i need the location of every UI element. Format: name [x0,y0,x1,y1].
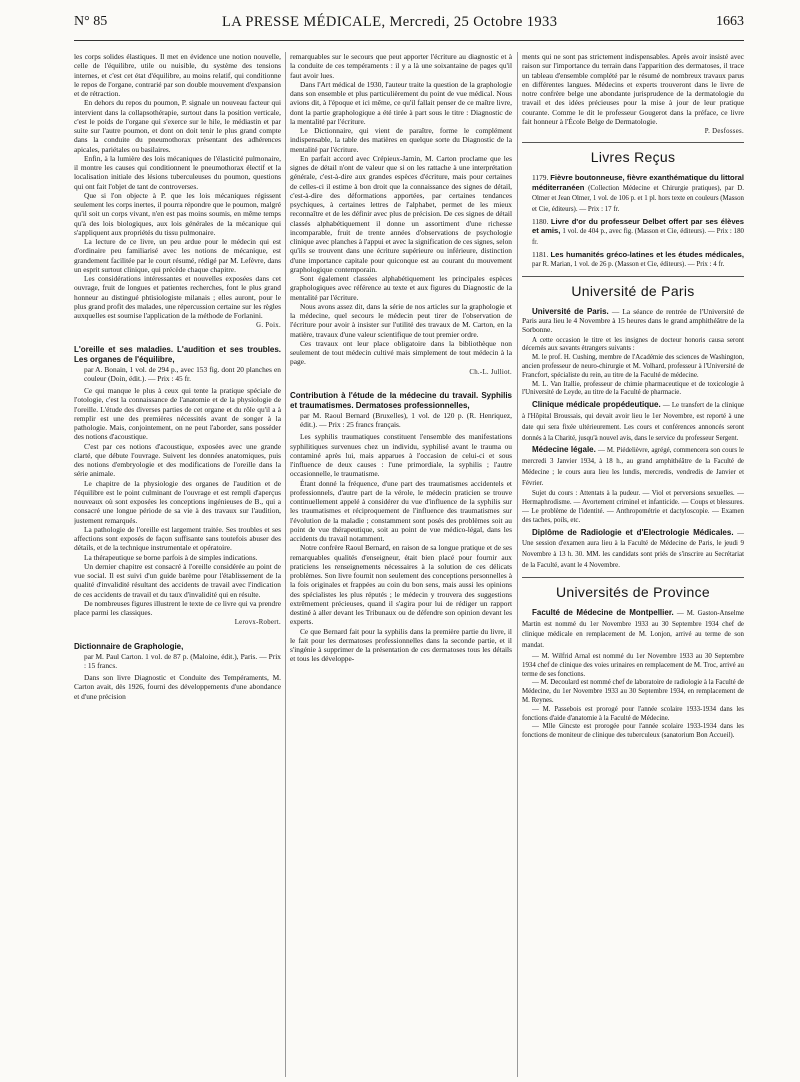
issue-number: N° 85 [74,14,108,29]
paragraph: En dehors du repos du poumon, P. signale un nouveau facteur qui intervient dans la collapsothérapie, surtout dans la position verticale, c'est le poids de l'organe qui s'exerce sur le hile, le médiastin et par suite sur l'autre poumon, et dont on doit tenir le plus grand compte dans la conduite du pneumothorax présentant des adhérences apicales, pariétales ou basilaires. [74,98,281,154]
received-book [522,217,744,248]
column-middle [290,52,512,1077]
book-meta: par M. Paul Carton. 1 vol. de 87 p. (Maloine, édit.), Paris. — Prix : 15 francs. [84,651,281,670]
paragraph: Les syphilis traumatiques constituent l'ensemble des manifestations syphilitiques survenues chez un individu, syphilisé avant le trauma ou contaminé après lui, mais apparues à l'occasion de celui-ci et sous l'influence de deux causes : l'une primordiale, la syphilis ; l'autre occasionnelle, le traumatisme. [290,432,512,479]
page-number: 1663 [716,14,744,29]
column-right [522,52,744,1077]
news-text: — Le transfert de la clinique à l'Hôpital Broussais, qui devait avoir lieu le 1er Novembre, est reporté à une date qui sera fixée ultérieurement. Les cours et conférences annoncés seront donnés à la Charité, jusqu'à nouvel avis, dans le service du professeur Sergent. [522,402,744,442]
paragraph: En parfait accord avec Crépieux-Jamin, M. Carton proclame que les signes de détail n'ont de valeur que si on les rattache à une interprétation générale, c'est-à-dire aux grandes espèces d'écriture, mais pour certaines de celles-ci il estime à bon droit que la connaissance des signes de détail, c'est-à-dire des déformations apportées, par certaines tendances psychiques, à certaines lettres de l'alphabet, permet de les mieux reconnaître et de les définir avec plus de précision. De ces signes de détail classés alphabétiquement il donne un assortiment d'une richesse incomparable, fruit de trente années d'observations de psychologie clinique avec planches à l'appui et avec la signification de ces signes, selon qu'ils se trouvent dans une écriture supérieure ou inférieure, distinction d'une importance capitale pour quiconque est au courant du mouvement graphologique contemporain. [290,153,512,274]
column-left [74,52,281,1077]
review-signature: P. Desfosses. [704,128,744,135]
news-item [522,307,744,335]
received-book-meta: (Collection Médecine et Chirurgie pratiques), par D. Olmer et Jean Olmer, 1 vol. de 106 p. et 1 pl. hors texte en couleurs (Masson et Cie, éditeurs). — Prix : 17 fr. [532,184,744,214]
news-text: — Une session d'examen aura lieu à la Faculté de Médecine de Paris, le jeudi 9 Novembre à 13 h. 30. MM. les candidats sont priés de s'inscrire au Secrétariat de la Faculté, avant le 4 Novembre. [522,529,744,570]
section-rule [522,142,744,143]
paragraph: Sont également classées alphabétiquement les principales espèces graphologiques avec référence au texte et aux figures du Diagnostic de la mentalité par l'écriture. [290,274,512,302]
journal-title: LA PRESSE MÉDICALE, Mercredi, 25 Octobre 1933 [222,14,558,30]
paragraph: Ce que Bernard fait pour la syphilis dans la première partie du livre, il le fait pour les dermatoses professionnelles dans la seconde partie, et il s'ingénie à supprimer de la présentation de ces dermatoses tous les détails et tous les développe- [290,626,512,664]
paragraph: M. le prof. H. Cushing, membre de l'Académie des sciences de Washington, ancien professeur de neuro-chirurgie et M. Volhard, professeur à l'Université de Francfort, spécialiste du rein, au titre de la Faculté de médecine. [522,354,744,379]
paragraph: remarquables sur le secours que peut apporter l'écriture au diagnostic et à la conduite de ces tempéraments : il y a là une soixantaine de pages qu'il faut avoir lues. [290,52,512,80]
paragraph: — M. Decoulard est nommé chef de laboratoire de radiologie à la Faculté de Médecine, du 1er Novembre 1933 au 30 Septembre 1934, en remplacement de M. Reynes. [522,679,744,705]
news-text: — La séance de rentrée de l'Université de Paris aura lieu le 4 Novembre à 15 heures dans le grand amphithéâtre de la Sorbonne. [522,306,744,335]
book-meta: par A. Bonain, 1 vol. de 294 p., avec 153 fig. dont 20 planches en couleur (Doin, édit.). — Prix : 45 fr. [84,364,281,383]
section-rule [522,276,744,277]
review-signature: G. Poix. [256,322,281,330]
column-divider [517,52,518,1077]
book-title: Contribution à l'étude de la médecine du travail. Syphilis et traumatismes. Dermatoses professionnelles, [290,390,512,410]
review-signature: Lerovx-Robert. [234,619,281,627]
news-text: — M. Gaston-Anselme Martin est nommé du 1er Novembre 1933 au 30 Septembre 1934 chef de clinique médicale en remplacement de M. Lonjon, arrivé au terme de son mandat. [522,609,744,650]
paragraph: La pathologie de l'oreille est largement traitée. Ses troubles et ses affections sont exposés de façon suffisante sans toutefois abuser des détails, et de la technique instrumentale et opératoire. [74,524,281,553]
paragraph: Enfin, à la lumière des lois mécaniques de l'élasticité pulmonaire, il montre les causes qui conditionnent le pneumothorax électif et la localisation initiale des lésions tuberculeuses du poumon, questions qui ont fait l'objet de tant de controverses. [74,153,281,191]
section-rule [522,577,744,578]
received-book-title: Livre d'or du professeur Delbet offert par ses élèves et amis, [532,216,744,236]
news-heading: Médecine légale. [532,445,596,455]
paragraph: Le Dictionnaire, qui vient de paraître, forme le complément indispensable, la table des matières en quelque sorte du Diagnostic de la mentalité par l'écriture. [290,126,512,154]
received-book-number: 1181. [532,249,549,259]
received-book-title: Les humanités gréco-latines et les études médicales, [550,249,744,259]
news-heading: Clinique médicale propédeutique. [532,400,661,410]
paragraph: Que si l'on objecte à P. que les lois mécaniques régissent seulement les corps inertes, il pourra répondre que le poumon, malgré qu'il soit un corps vivant, n'en est pas moins soumis, en même temps qu'à des lois biologiques, aux lois générales de la mécanique qui s'appliquent aux propriétés du tissu pulmonaire. [74,190,281,237]
news-item [522,608,744,651]
paragraph: Dans son livre Diagnostic et Conduite des Tempéraments, M. Carton avait, dès 1926, fourni des développements d'une abondance et d'une précision [74,673,281,701]
news-heading: Diplôme de Radiologie et d'Electrologie Médicales. [532,527,734,537]
news-heading: Faculté de Médecine de Montpellier. [532,607,674,617]
news-item [522,528,744,571]
paragraph: C'est par ces notions d'acoustique, exposées avec une grande clarté, que débute l'ouvrage. Suivent les données anatomiques, puis des notions d'embryologie et des modifications de l'oreille dans la série animale. [74,441,281,479]
paragraph: A cette occasion le titre et les insignes de docteur honoris causa seront décernés aux savants étrangers suivants : [522,336,744,353]
paragraph: les corps solides élastiques. Il met en évidence une notion nouvelle, celle de l'équilibre, utile ou nuisible, du système des tensions internes, et c'est cet état d'équilibre, au moins relatif, qui conditionne le repos de l'organe, contrarié par son double mouvement d'expansion et de rétraction. [74,52,281,98]
paragraph: Étant donné la fréquence, d'une part des traumatismes accidentels et professionnels, d'autre part de la vérole, le médecin praticien se trouve continuellement appelé à considérer du vue d'influence de la syphilis sur les traumatismes et réciproquement de l'influence des traumatismes sur l'évolution de la maladie ; constamment sont posés des problèmes soit au point de vue thérapeutique, soit au point de vue médico-légal, dans les accidents du travail notamment. [290,478,512,543]
paragraph: — M. Passebois est prorogé pour l'année scolaire 1933-1934 dans les fonctions d'aide d'anatomie à la Faculté de Médecine. [522,705,744,722]
paragraph: La thérapeutique se borne parfois à de simples indications. [84,552,258,562]
paragraph: Le chapitre de la physiologie des organes de l'audition et de l'équilibre est le point culminant de l'ouvrage et est rempli d'aperçus nouveaux où sont exposées les conceptions ingénieuses de B., qui a consacré une longue période de sa vie à des travaux sur l'audition, justement remarqués. [74,478,281,525]
paragraph: Les considérations intéressantes et nouvelles exposées dans cet ouvrage, fruit de longues et patientes recherches, font le plus grand honneur au distingué phtisiologiste milanais ; elles auront, pour le plus grand profit des malades, une répercussion certaine sur les règles auxquelles est soumise l'application de la méthode de Forlanini. [74,274,281,320]
paragraph: Ce qui manque le plus à ceux qui tente la pratique spéciale de l'otologie, c'est la connaissance de l'anatomie et de la physiologie de l'oreille. L'étude des diverses parties de cet organe et du rôle qu'il a à remplir est une des premières nécessités avant de songer à la pathologie. Mais, conjointement, on ne peut l'aborder, sans posséder des notions d'acoustique. [74,386,281,442]
received-book-number: 1180. [532,216,549,226]
paragraph: Sujet du cours : Attentats à la pudeur. — Viol et perversions sexuelles. — Hermaphrodisme. — Avortement criminel et infanticide. — Coups et blessures. — Le problème de l'identité. — Anthropométrie et dactyloscopie. — Examen des taches, poils, etc. [522,490,744,524]
received-book [522,173,744,215]
news-item [522,400,744,443]
page-header [74,6,744,41]
paragraph: De nombreuses figures illustrent le texte de ce livre qui va prendre place parmi les classiques. [74,598,281,617]
paragraph: — M. Wilfrid Arnal est nommé du 1er Novembre 1933 au 30 Septembre 1934 chef de clinique des voies urinaires en remplacement de M. Troc, arrivé au terme de ses fonctions. [522,653,744,678]
news-item [522,445,744,488]
section-title-livres: Livres Reçus [590,149,676,166]
review-signature: Ch.-L. Julliot. [469,368,512,376]
received-book-meta: 1 vol. de 404 p., avec fig. (Masson et Cie, éditeurs). — Prix : 180 fr. [532,228,744,246]
paragraph: Nous avons assez dit, dans la série de nos articles sur la graphologie et la médecine, quel secours le médecin peut tirer de l'observation de l'écriture pour avoir à insister sur l'utilité des travaux de M. Carton, en la matière, travaux d'une valeur scientifique de tout premier ordre. [290,301,512,339]
paragraph: Ces travaux ont leur place obligatoire dans la bibliothèque non seulement de tout médecin cultivé mais simplement de tout médecin à la page. [290,338,512,367]
paragraph: ments qui ne sont pas strictement indispensables. Après avoir insisté avec raison sur l'importance du terrain dans l'apparition des dermatoses, il trace un tableau d'ensemble complété par le résumé de nombreux travaux parus en différentes langues. Médecins et experts trouveront dans le livre de notre confrère belge une abondante jurisprudence de la dermatologie du travail et des idées précieuses pour la mise à jour de leur pratique courante. Comme le dit le professeur Gougerot dans la préface, ce livre fait honneur à l'École Belge de Dermatologie. [522,52,744,126]
received-book-meta: par R. Marian, 1 vol. de 26 p. (Masson et Cie, éditeurs). — Prix : 4 fr. [532,260,725,268]
paragraph: M. L. Van Itallie, professeur de chimie pharmaceutique et de toxicologie à l'Université de Leyde, au titre de la Faculté de pharmacie. [522,380,744,397]
book-title: Dictionnaire de Graphologie, [74,641,184,651]
book-title: L'oreille et ses maladies. L'audition et ses troubles. Les organes de l'équilibre, [74,344,281,364]
column-divider [285,52,286,1077]
paragraph: Notre confrère Raoul Bernard, en raison de sa longue pratique et de ses remarquables qualités d'enseigneur, était bien placé pour fournir aux praticiens les renseignements nécessaires à la solution de ces délicats problèmes. Son livre fournit non seulement des conceptions personnelles à la fois originales et frappées au coin du bon sens, mais aussi les opinions des spécialistes les plus réputés ; le médecin y trouvera des suggestions extrêmement précieuses, quand il s'agira pour lui de rédiger un rapport destiné à aller devant les Tribunaux ou de défendre son opinion devant les experts. [290,543,512,627]
received-book [522,250,744,270]
news-text: — M. Piédelièvre, agrégé, commencera son cours le mercredi 3 Janvier 1934, à 18 h., au grand amphithéâtre de la Faculté de Médecine ; le cours aura lieu les lundis, mercredis, vendredis de Janvier et Février. [522,447,744,487]
news-heading: Université de Paris. [532,306,609,316]
received-book-number: 1179. [532,173,549,183]
received-book-title: Fièvre boutonneuse, fièvre exanthématique du littoral méditerranéen [532,173,744,192]
paragraph: La lecture de ce livre, un peu ardue pour le médecin qui est d'ordinaire peu familiarisé avec les notions de mécanique, est grandement facilitée par le court résumé, rédigé par M. Lefèvre, dans un esprit surtout clinique, qui précède chaque chapitre. [74,237,281,274]
paragraph: — Mlle Gincste est prorogée pour l'année scolaire 1933-1934 dans les fonctions de moniteur de clinique des tuberculeux (sanatorium Bon Accueil). [522,723,744,740]
paragraph: Un dernier chapitre est consacré à l'oreille considérée au point de vue social. Il est suivi d'un guide barème pour l'établissement de la qualité d'invalidité résultant des accidents de travail avec l'indication de ces accidents de travail et du taux d'invalidité qui en résulte. [74,561,281,599]
paragraph: Dans l'Art médical de 1930, l'auteur traite la question de la graphologie dans son ensemble et plus particulièrement du point de vue médical. Nous avions dit, à l'époque et ici même, ce qu'il fallait penser de ce maître livre, dont la partie graphologique a été tirée à part sous le titre : Diagnostic de la mentalité par l'écriture. [290,79,512,126]
book-meta: par M. Raoul Bernard (Bruxelles), 1 vol. de 120 p. (R. Henriquez, édit.). — Prix : 25 francs français. [300,410,512,429]
section-title-paris: Université de Paris [571,282,695,299]
section-title-province: Universités de Province [556,583,710,600]
